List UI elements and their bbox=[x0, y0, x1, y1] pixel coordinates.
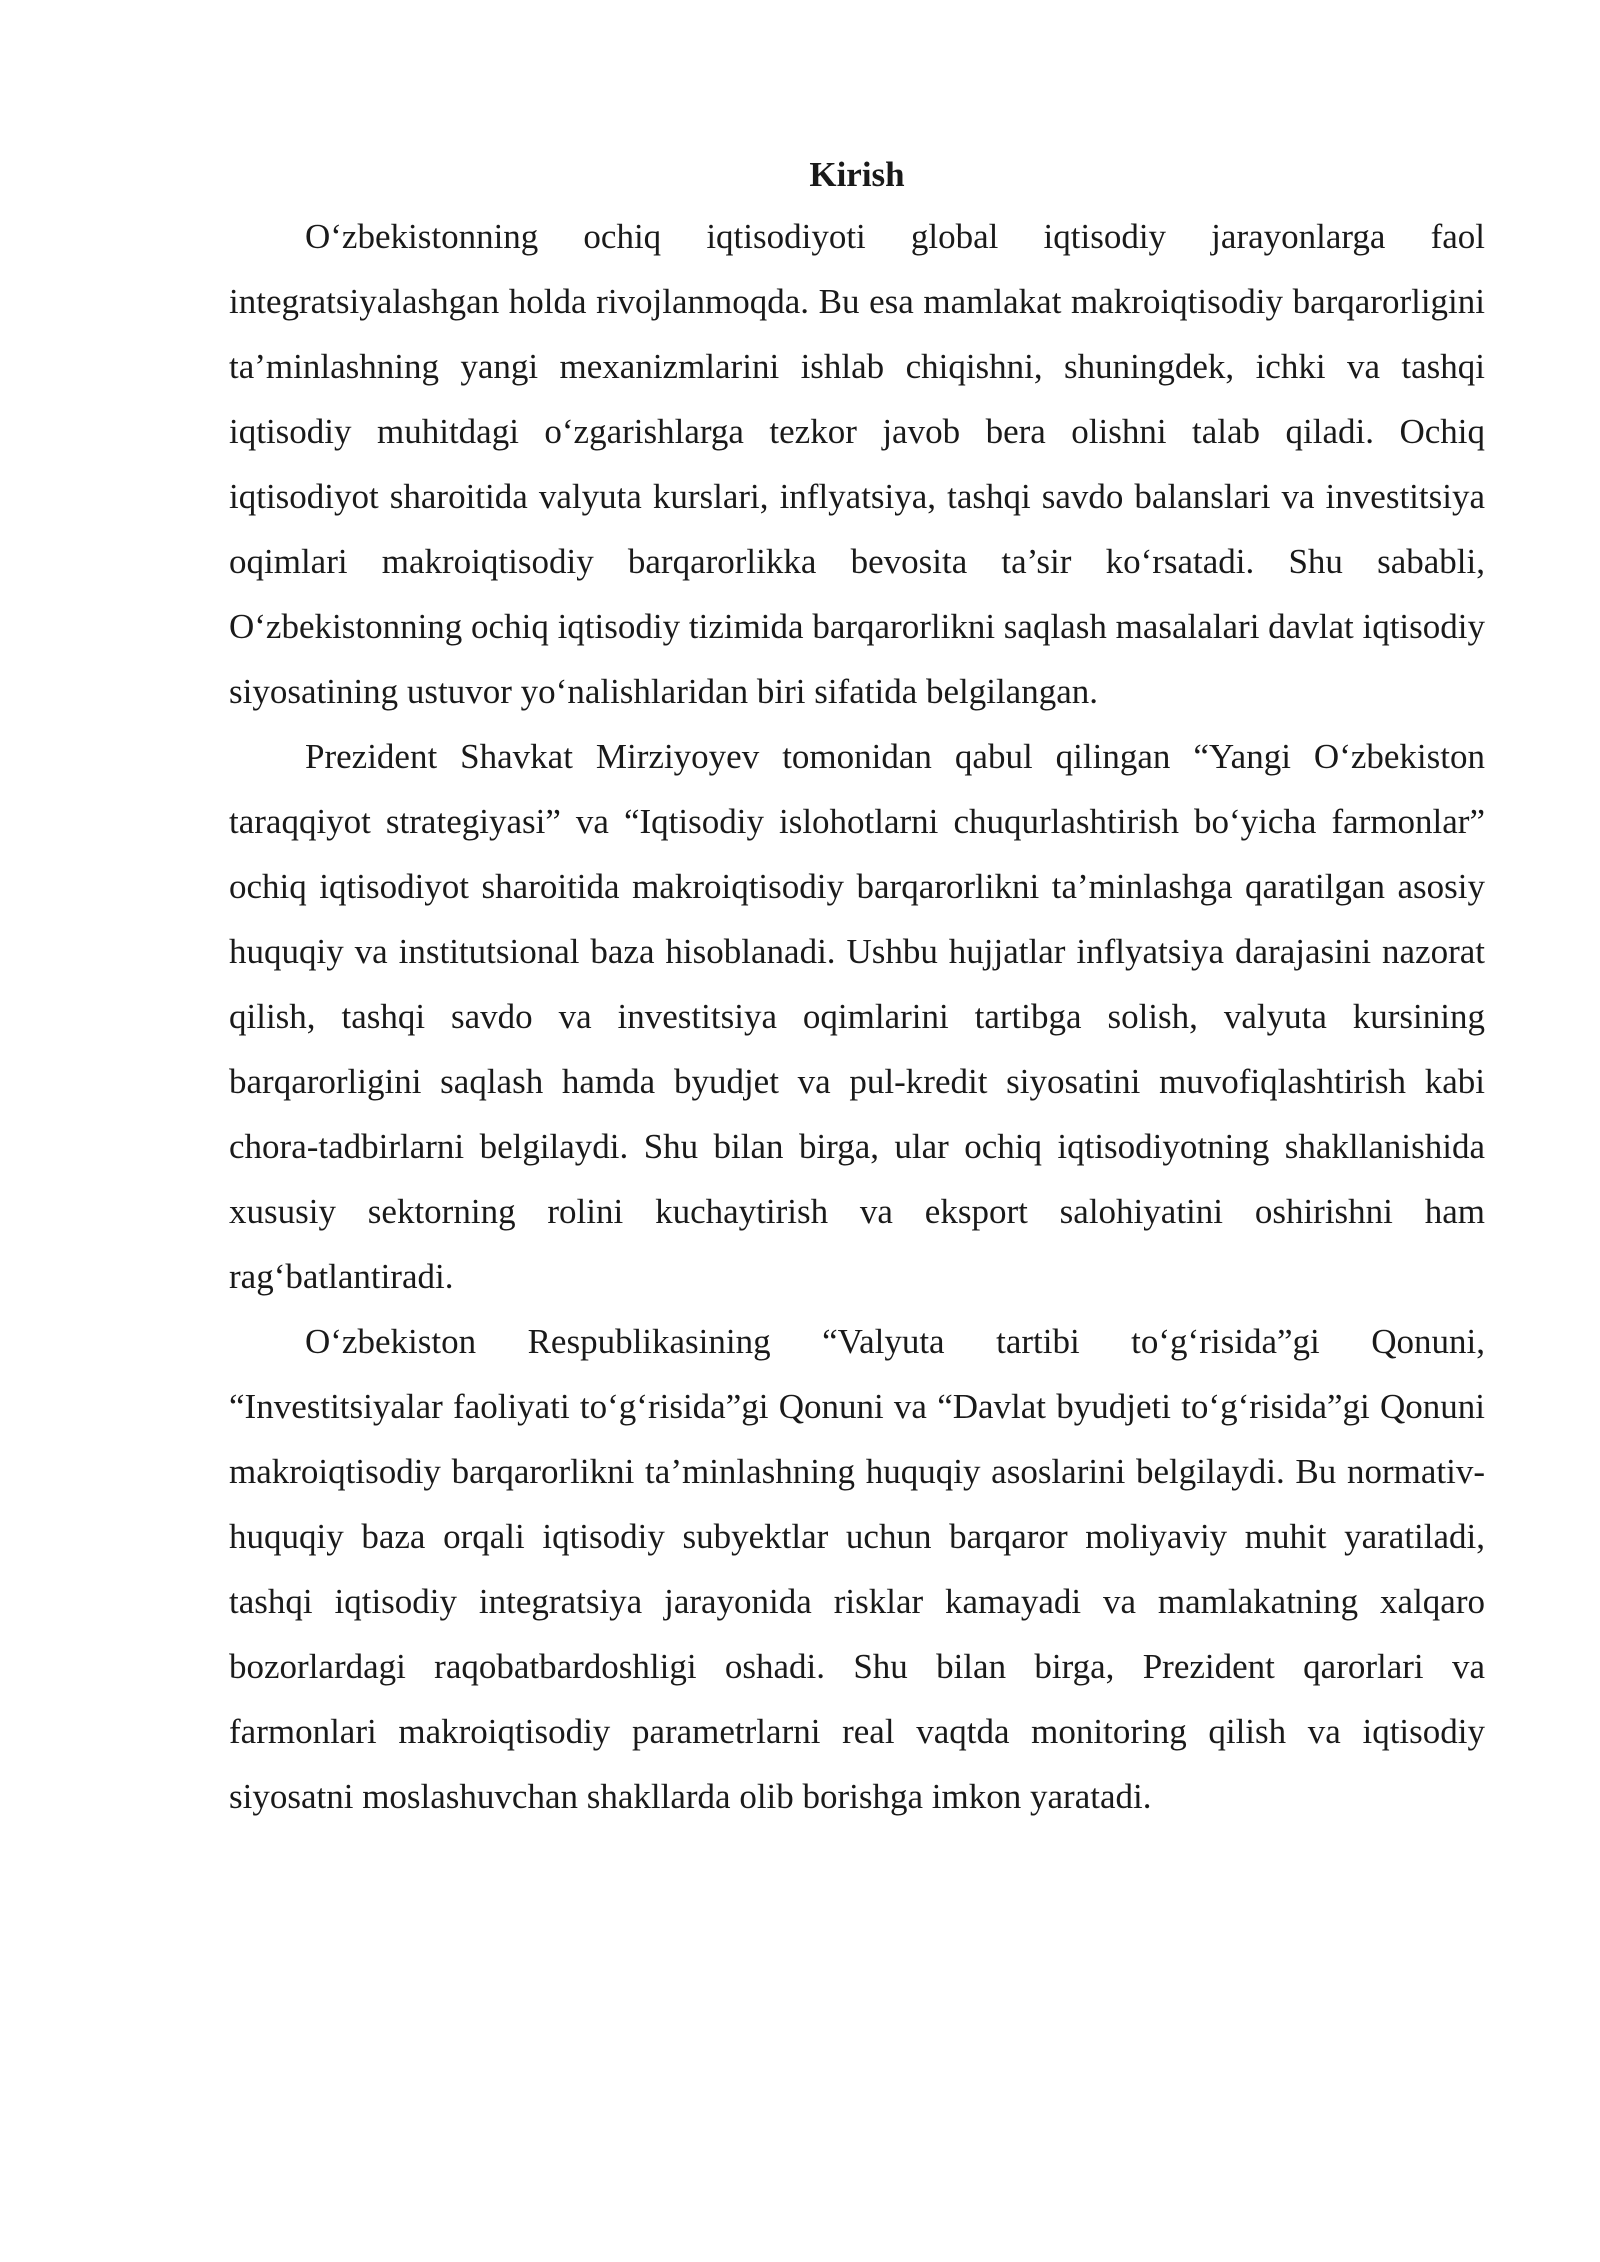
document-title: Kirish bbox=[809, 155, 905, 194]
paragraph-3: O‘zbekiston Respublikasining “Valyuta tartibi to‘g‘risida”gi Qonuni, “Investitsiyalar faoliyati to‘g‘risida”gi Qonuni va “Davlat byudjeti to‘g‘risida”gi Qonuni makroiqtisodiy barqarorlikni ta’minlashning huquqiy asoslarini belgilaydi. Bu normativ-huquqiy baza orqali iqtisodiy subyektlar uchun barqaror moliyaviy muhit yaratiladi, tashqi iqtisodiy integratsiya jarayonida risklar kamayadi va mamlakatning xalqaro bozorlardagi raqobatbardoshligi oshadi. Shu bilan birga, Prezident qarorlari va farmonlari makroiqtisodiy parametrlarni real vaqtda monitoring qilish va iqtisodiy siyosatni moslashuvchan shakllarda olib borishga imkon yaratadi. bbox=[229, 1322, 1485, 1816]
paragraph-2: Prezident Shavkat Mirziyoyev tomonidan qabul qilingan “Yangi O‘zbekiston taraqqiyot strategiyasi” va “Iqtisodiy islohotlarni chuqurlashtirish bo‘yicha farmonlar” ochiq iqtisodiyot sharoitida makroiqtisodiy barqarorlikni ta’minlashga qaratilgan asosiy huquqiy va institutsional baza hisoblanadi. Ushbu hujjatlar inflyatsiya darajasini nazorat qilish, tashqi savdo va investitsiya oqimlarini tartibga solish, valyuta kursining barqarorligini saqlash hamda byudjet va pul-kredit siyosatini muvofiqlashtirish kabi chora-tadbirlarni belgilaydi. Shu bilan birga, ular ochiq iqtisodiyotning shakllanishida xususiy sektorning rolini kuchaytirish va eksport salohiyatini oshirishni ham rag‘batlantiradi. bbox=[229, 737, 1485, 1296]
document-body bbox=[229, 146, 1485, 1829]
paragraph-1: O‘zbekistonning ochiq iqtisodiyoti global iqtisodiy jarayonlarga faol integratsiyalashgan holda rivojlanmoqda. Bu esa mamlakat makroiqtisodiy barqarorligini ta’minlashning yangi mexanizmlarini ishlab chiqishni, shuningdek, ichki va tashqi iqtisodiy muhitdagi o‘zgarishlarga tezkor javob bera olishni talab qiladi. Ochiq iqtisodiyot sharoitida valyuta kurslari, inflyatsiya, tashqi savdo balanslari va investitsiya oqimlari makroiqtisodiy barqarorlikka bevosita ta’sir ko‘rsatadi. Shu sababli, O‘zbekistonning ochiq iqtisodiy tizimida barqarorlikni saqlash masalalari davlat iqtisodiy siyosatining ustuvor yo‘nalishlaridan biri sifatida belgilangan. bbox=[229, 217, 1485, 711]
